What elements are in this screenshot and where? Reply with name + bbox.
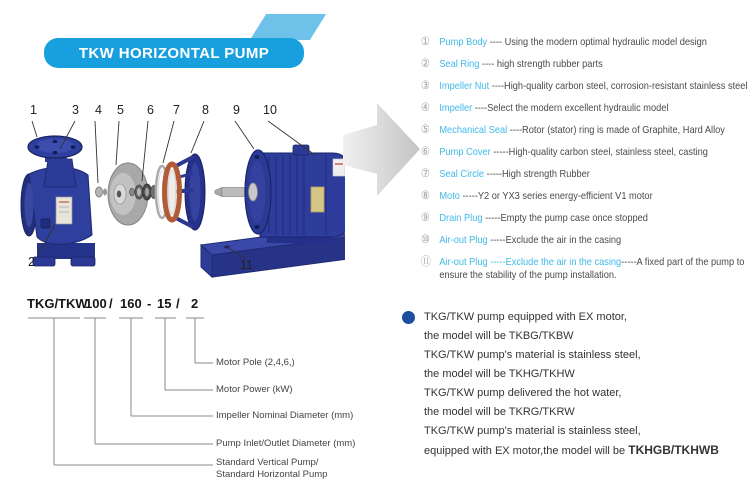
model-code-dash: - (147, 296, 152, 311)
callout-7: 7 (173, 103, 180, 117)
list-item (420, 212, 754, 225)
item-number: ⑤ (420, 124, 430, 136)
note-line (424, 441, 754, 460)
model-code-slash2: / (176, 296, 180, 311)
part-desc: -----Y2 or YX3 series energy-efficient V1 motor (462, 190, 653, 202)
label-inlet-outlet: Pump Inlet/Outlet Diameter (mm) (216, 438, 356, 449)
callout-8: 8 (202, 103, 209, 117)
parts-list (420, 36, 756, 291)
callout-6: 6 (147, 103, 154, 117)
item-number: ⑪ (420, 256, 431, 268)
list-item (420, 102, 754, 115)
model-code-pole: 2 (191, 296, 199, 311)
part-desc: -----High strength Rubber (486, 168, 590, 180)
item-number: ⑦ (420, 168, 430, 180)
note-line-text: equipped with EX motor,the model will be (424, 445, 629, 457)
part-desc: ----High-quality carbon steel, corrosion-resistant stainless steel (491, 80, 748, 92)
notes-bullet-icon (402, 311, 415, 324)
part-desc: ---- high strength rubber parts (481, 58, 603, 70)
callout-10: 10 (263, 103, 277, 117)
list-item (420, 234, 754, 247)
list-item (420, 124, 754, 137)
part-desc: -----High-quality carbon steel, stainless steel, casting (493, 146, 708, 158)
part-name: Moto (439, 190, 460, 202)
note-line: TKG/TKW pump's material is stainless steel, (424, 425, 641, 437)
model-code-impeller: 160 (120, 296, 142, 311)
model-code-slash1: / (109, 296, 113, 311)
list-item (420, 36, 754, 49)
part-desc: ----Rotor (stator) ring is made of Graphite, Hard Alloy (509, 124, 725, 136)
impeller-nut (96, 187, 108, 197)
label-impeller-diameter: Impeller Nominal Diameter (mm) (216, 410, 354, 421)
part-name: Seal Circle (439, 168, 485, 180)
exploded-pump-diagram (15, 95, 345, 290)
part-desc: -----Empty the pump case once stopped (485, 212, 648, 224)
list-item (420, 256, 756, 282)
list-item (420, 80, 754, 93)
note-line: TKG/TKW pump's material is stainless steel, (424, 349, 641, 361)
note-line: the model will be TKRG/TKRW (424, 406, 575, 418)
list-item (420, 58, 754, 71)
part-name: Seal Ring (439, 58, 480, 70)
right-arrow-icon (343, 93, 423, 211)
list-item (420, 146, 754, 159)
model-variant-notes (424, 308, 754, 460)
banner-ribbon (250, 14, 326, 40)
part-desc: ----Select the modern excellent hydraulic model (474, 102, 669, 114)
item-number: ④ (420, 102, 430, 114)
item-number: ⑧ (420, 190, 430, 202)
note-line: the model will be TKBG/TKBW (424, 330, 574, 342)
item-number: ③ (420, 80, 430, 92)
model-code-series: TKG/TKW (27, 296, 88, 311)
callout-11: 11 (240, 258, 253, 272)
item-number: ① (420, 36, 430, 48)
part-name: Impeller (439, 102, 473, 114)
label-standard-horizontal: Standard Horizontal Pump (216, 469, 328, 480)
part-name: Mechanical Seal (439, 124, 508, 136)
item-number: ② (420, 58, 430, 70)
part-name: Pump Body (439, 36, 488, 48)
part-name: Pump Cover (439, 146, 491, 158)
label-standard-vertical: Standard Vertical Pump/ (216, 457, 319, 468)
page-title-text: TKW HORIZONTAL PUMP (78, 44, 270, 62)
callout-1: 1 (30, 103, 37, 117)
list-item (420, 168, 754, 181)
note-line-bold-model: TKHGB/TKHWB (628, 443, 719, 457)
callout-5: 5 (117, 103, 124, 117)
part-desc: -----Exclude the air in the casing (490, 234, 622, 246)
part-name: Air-out Plug (439, 234, 488, 246)
motor (245, 145, 345, 243)
part-name: Impeller Nut (439, 80, 490, 92)
pump-body (21, 136, 95, 269)
note-line: TKG/TKW pump delivered the hot water, (424, 387, 622, 399)
label-motor-pole: Motor Pole (2,4,6,) (216, 357, 295, 368)
note-line: TKG/TKW pump equipped with EX motor, (424, 311, 627, 323)
label-motor-power: Motor Power (kW) (216, 384, 293, 395)
callout-2: 2 (28, 255, 35, 269)
model-code-inlet: 100 (85, 296, 107, 311)
callout-4: 4 (95, 103, 102, 117)
item-number: ⑥ (420, 146, 430, 158)
callout-3: 3 (72, 103, 79, 117)
item-number: ⑩ (420, 234, 430, 246)
item-number: ⑨ (420, 212, 430, 224)
part-name: Air-out Plug -----Exclude the air in the casing (439, 256, 622, 268)
part-desc: -----A fixed part of the pump to ensure the stability of the pump installation. (439, 256, 745, 281)
list-item (420, 190, 754, 203)
note-line: the model will be TKHG/TKHW (424, 368, 575, 380)
model-code-power: 15 (157, 296, 172, 311)
page-title (44, 38, 304, 68)
part-desc: ---- Using the modern optimal hydraulic model design (489, 36, 707, 48)
part-name: Drain Plug (439, 212, 483, 224)
callout-9: 9 (233, 103, 240, 117)
pump-cover (165, 154, 206, 230)
